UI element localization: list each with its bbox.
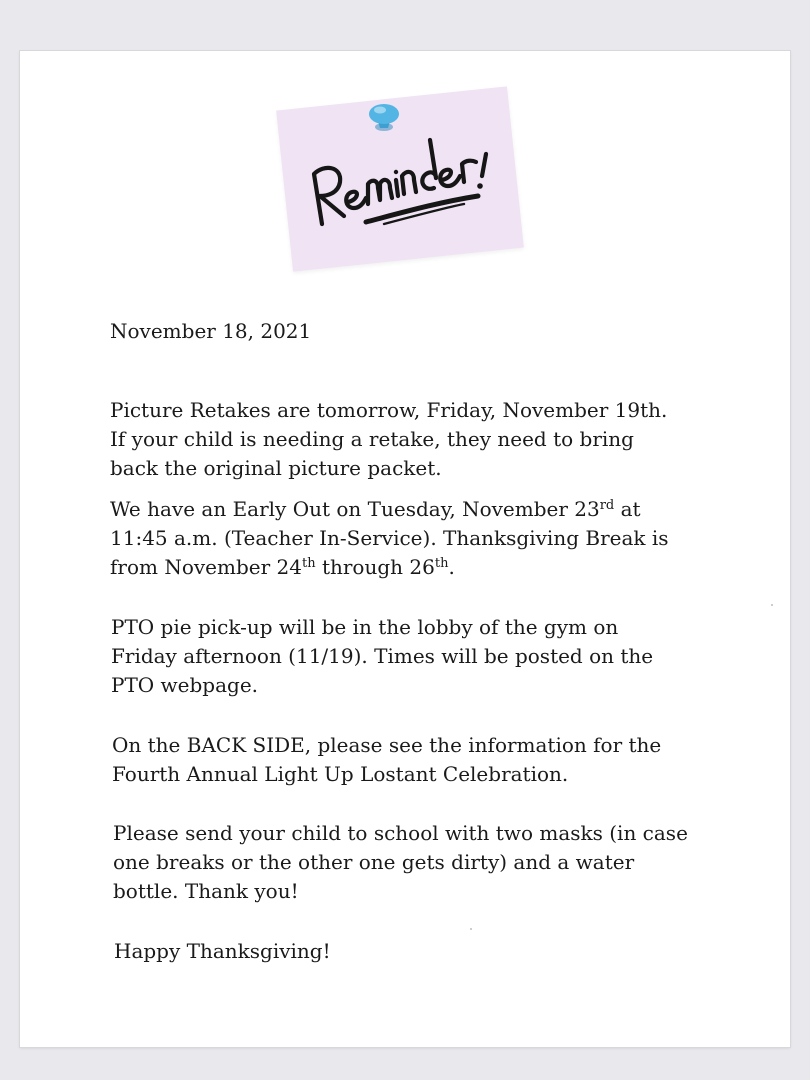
paragraph-2-line-1: We have an Early Out on Tuesday, November 23rd at xyxy=(110,497,641,521)
paragraph-2-line-2: 11:45 a.m. (Teacher In-Service). Thanksgiving Break is xyxy=(110,526,669,550)
paragraph-3-line-1: PTO pie pick-up will be in the lobby of the gym on xyxy=(111,615,619,639)
paragraph-1-line-3: back the original picture packet. xyxy=(110,456,442,480)
paragraph-5-line-3: bottle. Thank you! xyxy=(113,879,299,903)
letter-date: November 18, 2021 xyxy=(110,319,312,343)
paragraph-5-line-2: one breaks or the other one gets dirty) and a water xyxy=(113,850,635,874)
paper-speck xyxy=(771,604,773,606)
paper-speck xyxy=(470,928,472,930)
push-pin-icon xyxy=(366,101,402,135)
paragraph-5-line-1: Please send your child to school with two masks (in case xyxy=(113,821,688,845)
reminder-text: Reminder! xyxy=(284,98,290,99)
paragraph-1-line-2: If your child is needing a retake, they need to bring xyxy=(110,427,634,451)
paragraph-3-line-3: PTO webpage. xyxy=(111,673,259,697)
paragraph-1-line-1: Picture Retakes are tomorrow, Friday, November 19th. xyxy=(110,398,668,422)
letter-closing: Happy Thanksgiving! xyxy=(114,939,331,963)
paragraph-4-line-1: On the BACK SIDE, please see the information for the xyxy=(112,733,662,757)
paragraph-3-line-2: Friday afternoon (11/19). Times will be posted on the xyxy=(111,644,654,668)
paragraph-2-line-3: from November 24th through 26th. xyxy=(110,555,455,579)
paragraph-4-line-2: Fourth Annual Light Up Lostant Celebration. xyxy=(112,762,569,786)
